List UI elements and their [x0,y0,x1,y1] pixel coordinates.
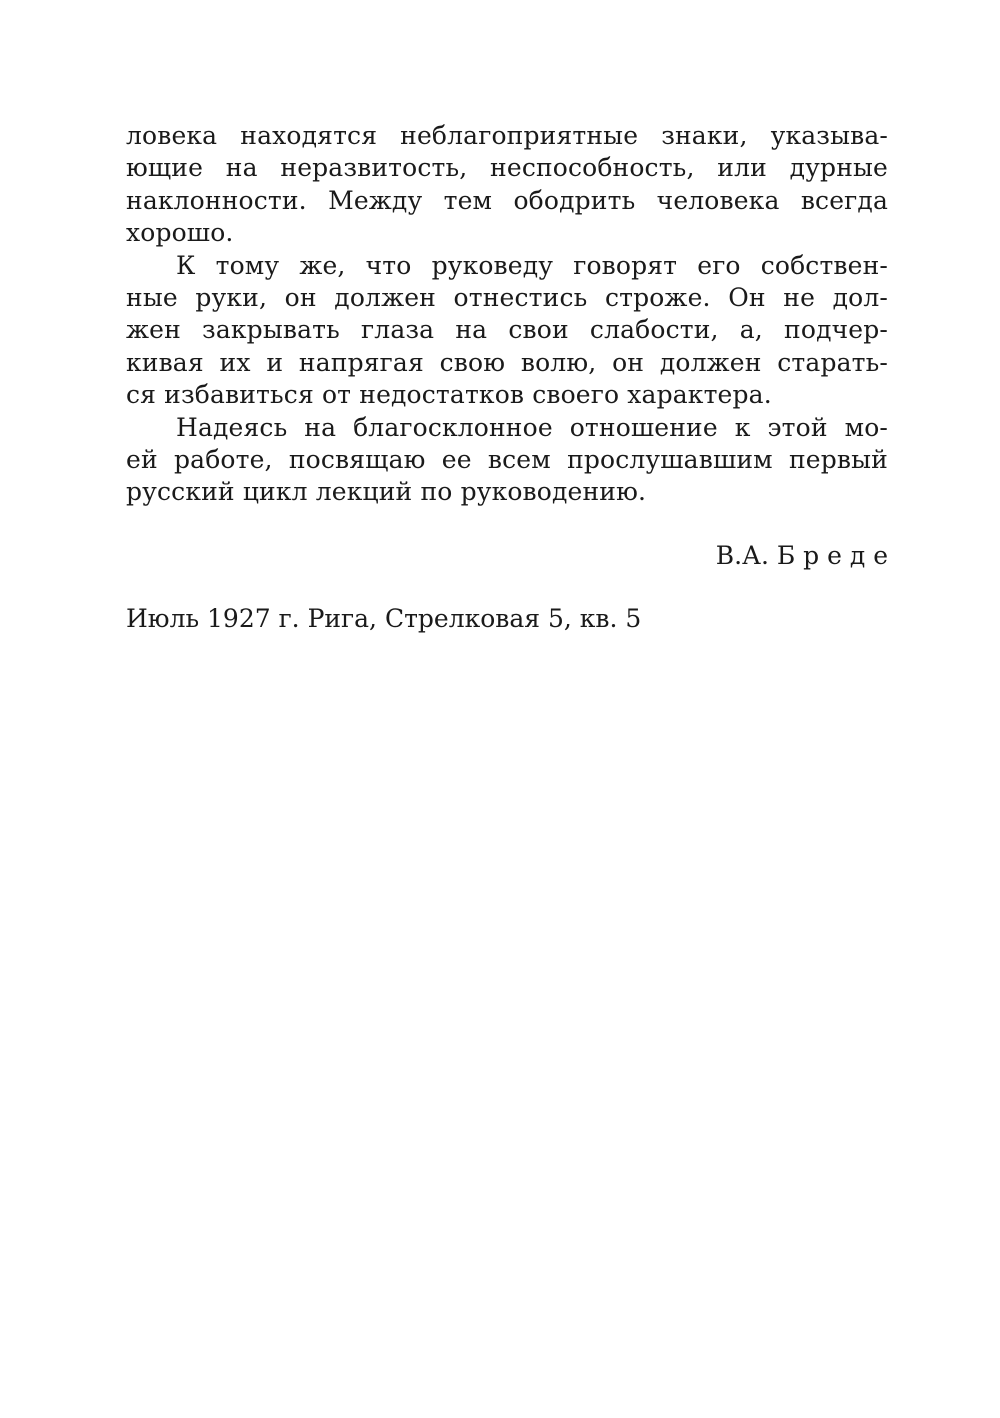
author-signature: В.А. Б р е д е [715,541,888,570]
text-line: жен закрывать глаза на свои слабости, а, подчер- [126,315,888,345]
body-text [126,120,888,509]
text-line: ющие на неразвитость, неспособность, или дурные [126,153,888,183]
text-line: русский цикл лекций по руководению. [126,477,647,507]
text-line: кивая их и напрягая свою волю, он должен старать- [126,347,888,377]
text-line: ловека находятся неблагоприятные знаки, указыва- [126,121,888,150]
text-line: ей работе, посвящаю ее всем прослушавшим первый [126,444,888,474]
text-line: ные руки, он должен отнестись строже. Он не дол- [126,282,888,312]
paragraph-first-line: К тому же, что руковеду говорят его собствен- [176,250,888,280]
date-and-address: Июль 1927 г. Рига, Стрелковая 5, кв. 5 [126,604,642,633]
text-line: ся избавиться от недостатков своего характера. [126,380,772,410]
text-line: хорошо. [126,218,234,248]
paragraph-first-line: Надеясь на благосклонное отношение к этой мо- [176,412,888,442]
text-line: наклонности. Между тем ободрить человека всегда [126,185,888,215]
